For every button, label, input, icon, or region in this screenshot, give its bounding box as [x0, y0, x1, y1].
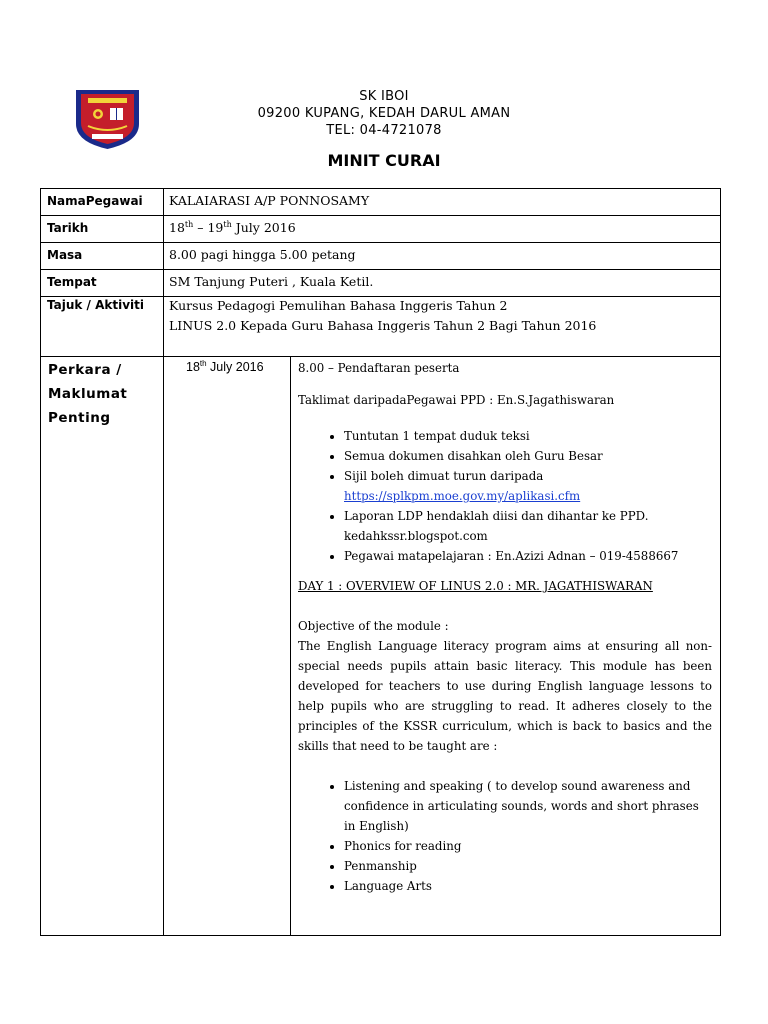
objective-text: The English Language literacy program aims at ensuring all non- special needs pupils attain basic literacy. This module has been developed for teachers to use during English language lessons to help pupils who are struggling to read. It adheres closely to the principles of the KSSR curriculum, which is back to basics and the skills that need to be taught are :	[298, 639, 712, 753]
nama-value: KALAIARASI A/P PONNOSAMY	[169, 193, 370, 208]
list-item: • Listening and speaking ( to develop sound awareness and confidence in articulating sounds, words and short phrases in English)	[344, 776, 712, 836]
table-column-divider	[163, 188, 164, 936]
school-phone: TEL: 04-4721078	[326, 123, 442, 138]
tarikh-value: 18th – 19th July 2016	[169, 220, 296, 236]
table-border-left	[40, 188, 41, 936]
table-row-divider	[40, 242, 721, 243]
tajuk-label: Tajuk / Aktiviti	[47, 298, 145, 312]
day1-heading: DAY 1 : OVERVIEW OF LINUS 2.0 : MR. JAGATHISWARAN	[298, 579, 653, 593]
perkara-label: Perkara / Maklumat Penting	[48, 362, 128, 426]
list-item: • Laporan LDP hendaklah diisi dan dihantar ke PPD. kedahkssr.blogspot.com	[344, 506, 712, 546]
table-row-divider	[40, 269, 721, 270]
table-row-divider	[40, 296, 721, 297]
tajuk-line-2: LINUS 2.0 Kepada Guru Bahasa Inggeris Tahun 2 Bagi Tahun 2016	[169, 318, 597, 333]
page-title: MINIT CURAI	[327, 151, 441, 170]
objective-label: Objective of the module :	[298, 619, 449, 633]
list-item: • Language Arts	[344, 876, 712, 896]
table-row-divider	[40, 356, 721, 357]
list-item: • Semua dokumen disahkan oleh Guru Besar	[344, 446, 712, 466]
school-crest-logo	[74, 88, 141, 151]
list-item: • Penmanship	[344, 856, 712, 876]
briefing-list	[298, 426, 712, 566]
list-item: • Pegawai matapelajaran : En.Azizi Adnan – 019-4588667	[344, 546, 712, 566]
school-name: SK IBOI	[359, 89, 409, 104]
list-item: • Phonics for reading	[344, 836, 712, 856]
minutes-content	[298, 358, 712, 896]
registration-text: 8.00 – Pendaftaran peserta	[298, 361, 460, 375]
table-border-top	[40, 188, 721, 189]
certificate-link[interactable]: https://splkpm.moe.gov.my/aplikasi.cfm	[344, 489, 581, 503]
tempat-value: SM Tanjung Puteri , Kuala Ketil.	[169, 274, 374, 289]
nama-label: NamaPegawai	[47, 194, 143, 208]
tarikh-label: Tarikh	[47, 221, 89, 235]
masa-value: 8.00 pagi hingga 5.00 petang	[169, 247, 356, 262]
table-border-right	[720, 188, 721, 936]
list-item: • Tuntutan 1 tempat duduk teksi	[344, 426, 712, 446]
skills-list	[298, 776, 712, 896]
masa-label: Masa	[47, 248, 83, 262]
tajuk-line-1: Kursus Pedagogi Pemulihan Bahasa Inggeris Tahun 2	[169, 298, 508, 313]
school-address: 09200 KUPANG, KEDAH DARUL AMAN	[257, 106, 511, 121]
session-date: 18th July 2016	[186, 359, 264, 375]
list-item: • Sijil boleh dimuat turun daripada https://splkpm.moe.gov.my/aplikasi.cfm	[344, 466, 712, 506]
briefing-text: Taklimat daripadaPegawai PPD : En.S.Jagathiswaran	[298, 393, 615, 407]
table-border-bottom	[40, 935, 721, 936]
table-column-divider	[290, 356, 291, 936]
tempat-label: Tempat	[47, 275, 97, 289]
table-row-divider	[40, 215, 721, 216]
